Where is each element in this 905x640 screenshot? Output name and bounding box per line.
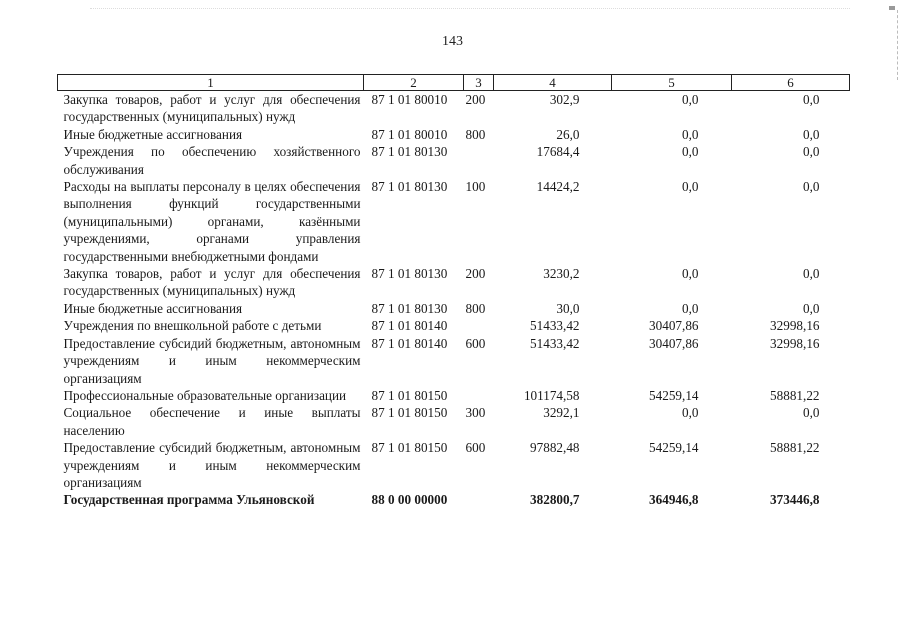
row-value-col4: 3230,2 [543, 266, 580, 282]
row-value-col5: 0,0 [682, 144, 699, 160]
table-row [58, 335, 850, 387]
row-code: 87 1 01 80130 [371, 144, 448, 160]
row-code: 87 1 01 80010 [371, 126, 448, 142]
table-row [58, 300, 850, 317]
table-body [58, 91, 850, 509]
row-value-col5: 364946,8 [649, 492, 699, 508]
row-code: 87 1 01 80130 [371, 300, 448, 316]
row-value-col4: 17684,4 [536, 144, 580, 160]
row-value-col5: 0,0 [682, 266, 699, 282]
header-row [58, 75, 850, 91]
row-value-col6: 0,0 [803, 126, 820, 142]
row-value-col4: 51433,42 [530, 318, 580, 334]
row-value-col6: 0,0 [803, 179, 820, 195]
table-row [58, 491, 850, 508]
row-expense-type: 300 [465, 405, 486, 421]
row-expense-type: 100 [465, 179, 486, 195]
row-value-col5: 0,0 [682, 92, 699, 107]
row-value-col6: 0,0 [803, 144, 820, 160]
column-header-3: 3 [464, 75, 494, 91]
row-code: 87 1 01 80130 [371, 179, 448, 195]
table-row [58, 387, 850, 404]
row-name: Государственная программа Ульяновской [63, 492, 315, 508]
row-value-col5: 54259,14 [649, 440, 699, 456]
row-expense-type: 800 [465, 126, 486, 142]
table-row [58, 143, 850, 178]
row-name: Закупка товаров, работ и услуг для обеспечения государственных (муниципальных) нужд [63, 266, 361, 299]
row-value-col4: 3292,1 [543, 405, 580, 421]
row-value-col4: 101174,58 [523, 387, 580, 403]
row-value-col4: 302,9 [549, 92, 580, 107]
row-code: 87 1 01 80010 [371, 92, 448, 107]
row-name: Профессиональные образовательные организации [63, 387, 347, 403]
column-header-6: 6 [732, 75, 850, 91]
row-name: Иные бюджетные ассигнования [63, 300, 243, 316]
scan-artifact-mark [889, 6, 895, 10]
row-name: Предоставление субсидий бюджетным, автономным учреждениям и иным некоммерческим организациям [63, 335, 361, 386]
column-header-4: 4 [494, 75, 612, 91]
page-number: 143 [442, 34, 463, 49]
row-value-col5: 30407,86 [649, 335, 699, 351]
row-code: 87 1 01 80140 [371, 335, 448, 351]
row-expense-type: 800 [465, 300, 486, 316]
row-code: 87 1 01 80150 [371, 405, 448, 421]
table-row [58, 178, 850, 265]
row-value-col6: 0,0 [803, 266, 820, 282]
row-code: 87 1 01 80140 [371, 318, 448, 334]
row-code: 88 0 00 00000 [371, 492, 448, 508]
row-value-col5: 0,0 [682, 179, 699, 195]
row-code: 87 1 01 80130 [371, 266, 448, 282]
row-name: Социальное обеспечение и иные выплаты населению [63, 405, 361, 438]
row-value-col5: 0,0 [682, 300, 699, 316]
row-value-col6: 58881,22 [770, 440, 820, 456]
table-header [58, 75, 850, 91]
row-expense-type [464, 491, 494, 508]
row-expense-type: 200 [465, 266, 486, 282]
table-row [58, 126, 850, 143]
column-header-5: 5 [612, 75, 732, 91]
row-name: Закупка товаров, работ и услуг для обеспечения государственных (муниципальных) нужд [63, 92, 361, 125]
row-expense-type: 600 [465, 440, 486, 456]
column-header-1: 1 [58, 75, 364, 91]
row-name: Расходы на выплаты персоналу в целях обеспечения выполнения функций государственными (муниципальными) органами, казёнными учреждениями, органами управления государственными внебюджетными фондами [63, 179, 361, 264]
row-code: 87 1 01 80150 [371, 440, 448, 456]
row-name: Предоставление субсидий бюджетным, автономным учреждениям и иным некоммерческим организациям [63, 440, 361, 490]
row-value-col6: 0,0 [803, 92, 820, 107]
scan-artifact-top [90, 8, 850, 11]
row-value-col5: 0,0 [682, 405, 699, 421]
row-value-col5: 0,0 [682, 126, 699, 142]
table-row [58, 439, 850, 491]
budget-table [57, 74, 850, 509]
column-header-2: 2 [364, 75, 464, 91]
row-value-col6: 0,0 [803, 300, 820, 316]
row-value-col4: 30,0 [556, 300, 580, 316]
table-row [58, 404, 850, 439]
row-name: Учреждения по внешкольной работе с детьми [63, 318, 322, 334]
row-value-col6: 32998,16 [770, 318, 820, 334]
row-name: Учреждения по обеспечению хозяйственного обслуживания [63, 144, 361, 177]
row-value-col5: 54259,14 [649, 387, 699, 403]
row-code: 87 1 01 80150 [371, 387, 448, 403]
row-expense-type: 600 [465, 335, 486, 351]
row-value-col6: 0,0 [803, 405, 820, 421]
row-value-col6: 373446,8 [770, 492, 820, 508]
table-row [58, 317, 850, 334]
row-value-col4: 14424,2 [536, 179, 580, 195]
row-value-col4: 26,0 [556, 126, 580, 142]
table-row [58, 265, 850, 300]
row-value-col5: 30407,86 [649, 318, 699, 334]
row-expense-type: 200 [465, 92, 486, 107]
row-value-col4: 382800,7 [530, 492, 580, 508]
row-value-col6: 58881,22 [770, 387, 820, 403]
row-name: Иные бюджетные ассигнования [63, 126, 243, 142]
row-value-col4: 51433,42 [530, 335, 580, 351]
row-expense-type [464, 387, 494, 404]
row-expense-type [464, 143, 494, 178]
row-value-col6: 32998,16 [770, 335, 820, 351]
row-value-col4: 97882,48 [530, 440, 580, 456]
row-expense-type [464, 317, 494, 334]
table-row [58, 91, 850, 126]
